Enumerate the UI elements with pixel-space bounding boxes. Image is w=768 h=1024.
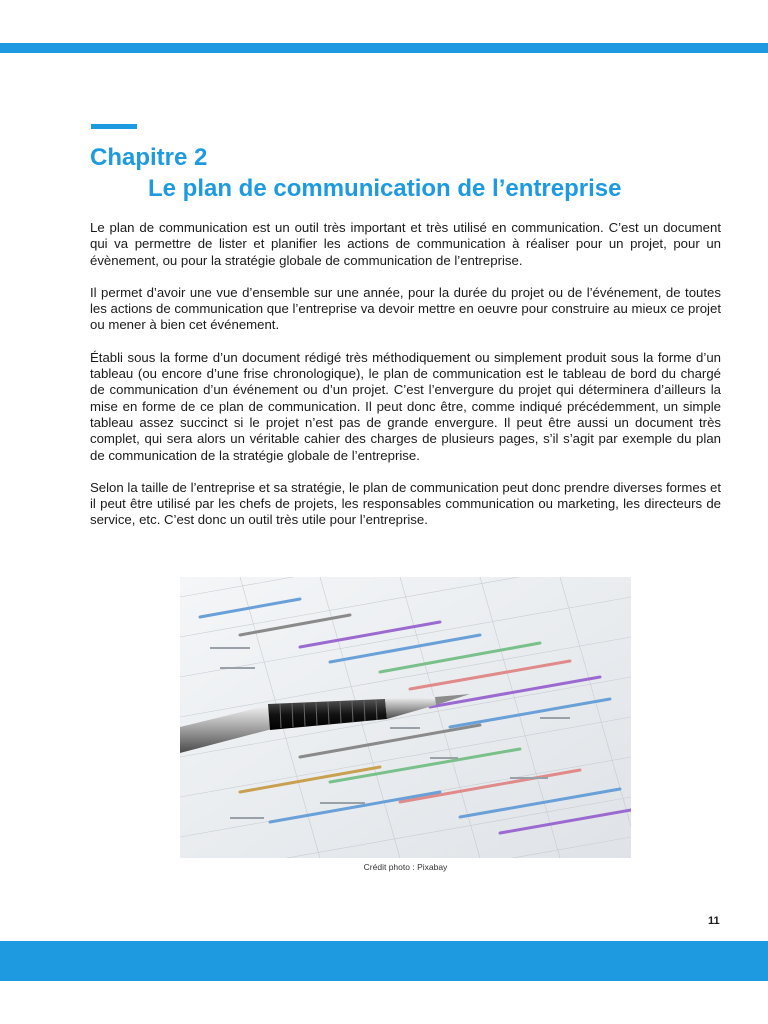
top-accent-bar [0, 43, 768, 53]
paragraph: Le plan de communication est un outil très important et très utilisé en communication. C’est un document qui va permettre de lister et planifier les actions de communication à réaliser pour un projet, pour un évènement, ou pour la stratégie globale de communication de l’entreprise. [90, 220, 721, 268]
body-text [90, 220, 721, 545]
chapter-title: Le plan de communication de l’entreprise [148, 175, 622, 202]
chapter-accent-line [91, 124, 137, 129]
photo-credit: Crédit photo : Pixabay [363, 862, 448, 872]
paragraph: Selon la taille de l’entreprise et sa stratégie, le plan de communication peut donc prendre diverses formes et il peut être utilisé par les chefs de projets, les responsables communication ou marketing, les directeurs de service, etc. C’est donc un outil très utile pour l’entreprise. [90, 479, 721, 528]
page-number: 11 [708, 915, 720, 927]
bottom-accent-bar [0, 941, 768, 981]
gantt-chart-photo [180, 577, 631, 858]
paragraph: Établi sous la forme d’un document rédigé très méthodiquement ou simplement produit sous la forme d’un tableau (ou encore d’une frise chronologique), le plan de communication est le tableau de bord du chargé de communication d’un événement ou d’un projet. C’est l’envergure du projet qui déterminera d’ailleurs la mise en forme de ce plan de communication. Il peut donc être, comme indiqué précédemment, un simple tableau assez succinct si le projet n’est pas de grande envergure. Il peut être aussi un document très complet, qui sera alors un véritable cahier des charges de plusieurs pages, s’il s’agit par exemple du plan de communication de la stratégie globale de l’entreprise. [90, 349, 721, 463]
chapter-number: Chapitre 2 [90, 144, 208, 171]
paragraph: Il permet d’avoir une vue d’ensemble sur une année, pour la durée du projet ou de l’événement, de toutes les actions de communication que l’entreprise va devoir mettre en oeuvre pour construire au mieux ce projet ou mener à bien cet événement. [90, 284, 721, 333]
